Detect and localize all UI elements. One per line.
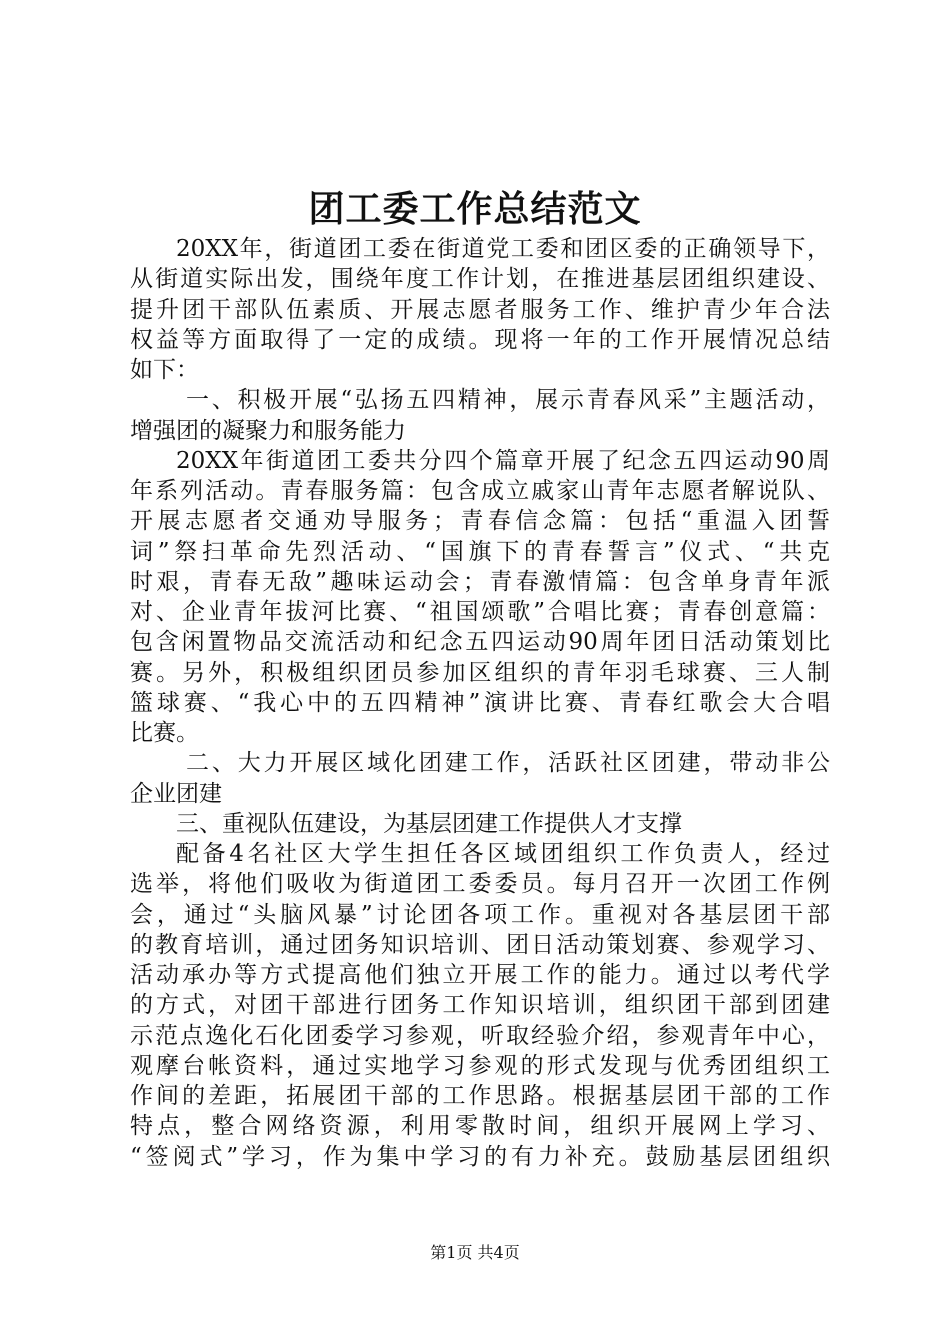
paragraph-line: 开展志愿者交通劝导服务；青春信念篇：包括“重温入团誓: [130, 508, 830, 535]
page-number-footer: 第1页 共4页: [430, 1243, 520, 1262]
paragraph-line: 20XX年街道团工委共分四个篇章开展了纪念五四运动90周: [176, 447, 830, 474]
paragraph-line: 特点，整合网络资源，利用零散时间，组织开展网上学习、: [130, 1113, 830, 1140]
paragraph-line: 权益等方面取得了一定的成绩。现将一年的工作开展情况总结: [130, 326, 830, 353]
paragraph-line: 配备4名社区大学生担任各区域团组织工作负责人，经过: [176, 841, 830, 867]
section-heading-line: 三、重视队伍建设，为基层团建工作提供人才支撑: [176, 810, 682, 837]
paragraph-line: 的方式，对团干部进行团务工作知识培训，组织团干部到团建: [130, 992, 830, 1019]
paragraph-line: 赛。另外，积极组织团员参加区组织的青年羽毛球赛、三人制: [130, 659, 830, 686]
paragraph-line: 对、企业青年拔河比赛、“祖国颂歌”合唱比赛；青春创意篇：: [130, 599, 830, 625]
paragraph-line: “签阅式”学习，作为集中学习的有力补充。鼓励基层团组织: [130, 1143, 830, 1170]
paragraph-line: 如下：: [130, 357, 199, 383]
paragraph-line: 比赛。: [130, 720, 199, 746]
paragraph-line: 观摩台帐资料，通过实地学习参观的形式发现与优秀团组织工: [130, 1052, 830, 1079]
section-heading-line: 企业团建: [130, 780, 222, 807]
section-heading-line: 一、积极开展“弘扬五四精神，展示青春风采”主题活动，: [186, 387, 830, 414]
document-body: [130, 234, 830, 1172]
paragraph-line: 选举，将他们吸收为街道团工委委员。每月召开一次团工作例: [130, 871, 830, 898]
paragraph-line: 包含闲置物品交流活动和纪念五四运动90周年团日活动策划比: [130, 629, 830, 656]
paragraph-line: 时艰，青春无敌”趣味运动会；青春激情篇：包含单身青年派: [130, 568, 830, 595]
paragraph-line: 的教育培训，通过团务知识培训、团日活动策划赛、参观学习、: [130, 931, 830, 958]
paragraph-line: 示范点逸化石化团委学习参观，听取经验介绍，参观青年中心，: [130, 1022, 830, 1049]
section-heading-line: 增强团的凝聚力和服务能力: [130, 417, 406, 444]
paragraph-line: 篮球赛、“我心中的五四精神”演讲比赛、青春红歌会大合唱: [130, 689, 830, 716]
paragraph-line: 作间的差距，拓展团干部的工作思路。根据基层团干部的工作: [130, 1083, 830, 1109]
paragraph-line: 词”祭扫革命先烈活动、“国旗下的青春誓言”仪式、“共克: [130, 538, 830, 565]
paragraph-line: 20XX年，街道团工委在街道党工委和团区委的正确领导下，: [176, 236, 830, 262]
document-title: 团工委工作总结范文: [308, 188, 642, 230]
paragraph-line: 从街道实际出发，围绕年度工作计划，在推进基层团组织建设、: [130, 266, 830, 293]
paragraph-line: 年系列活动。青春服务篇：包含成立戚家山青年志愿者解说队、: [130, 478, 830, 504]
paragraph-line: 提升团干部队伍素质、开展志愿者服务工作、维护青少年合法: [130, 296, 830, 323]
section-heading-line: 二、大力开展区域化团建工作，活跃社区团建，带动非公: [186, 750, 830, 777]
paragraph-line: 活动承办等方式提高他们独立开展工作的能力。通过以考代学: [130, 962, 830, 988]
paragraph-line: 会，通过“头脑风暴”讨论团各项工作。重视对各基层团干部: [130, 901, 830, 928]
